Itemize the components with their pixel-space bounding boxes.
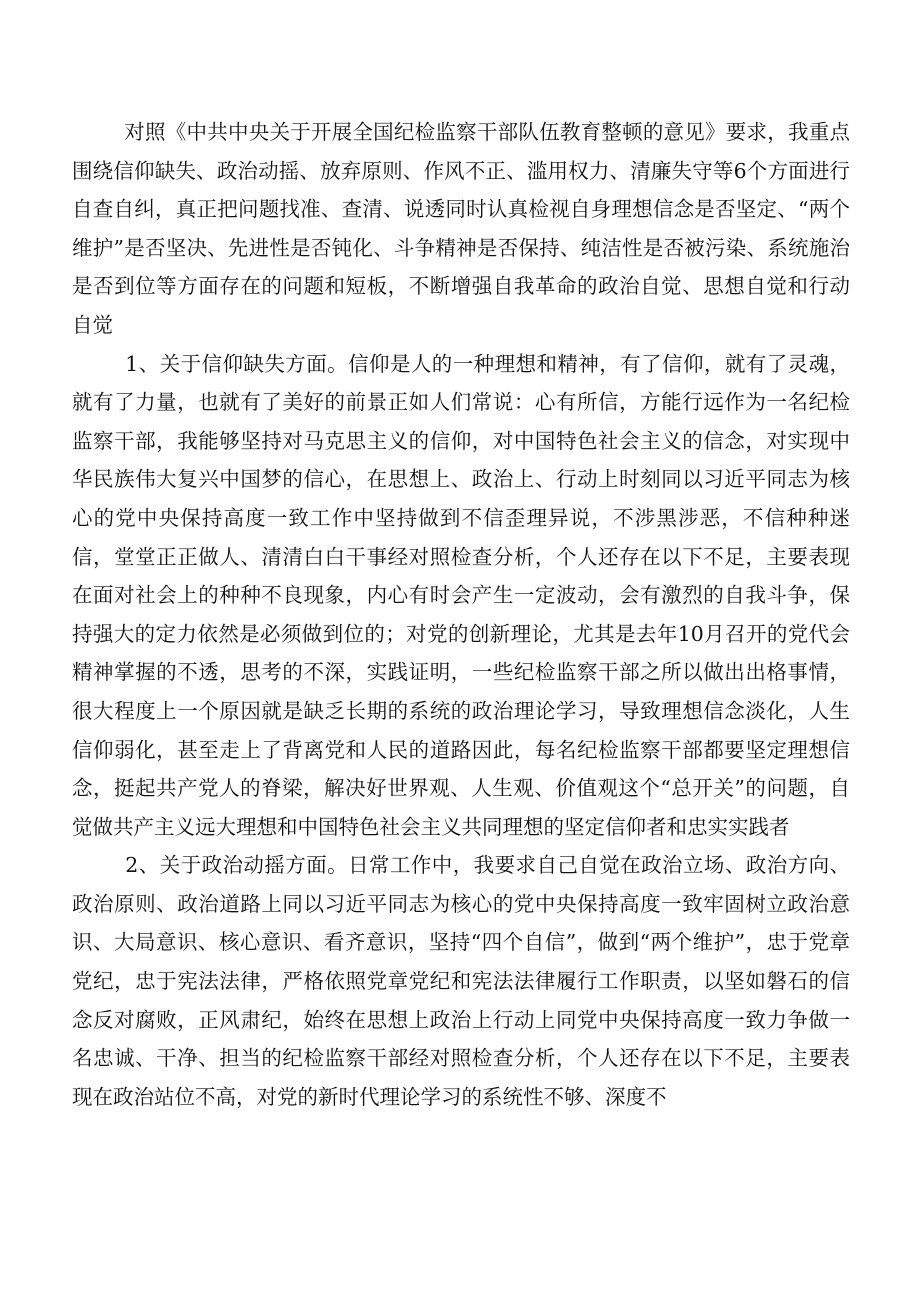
paragraph-political: 2、关于政治动摇方面。日常工作中，我要求自己自觉在政治立场、政治方向、政治原则、政治道路上同以习近平同志为核心的党中央保持高度一致牢固树立政治意识、大局意识、核心意识、看齐意识，坚持“四个自信”，做到“两个维护”，忠于党章党纪，忠于宪法法律，严格依照党章党纪和宪法法律履行工作职责，以坚如磐石的信念反对腐败，正风肃纪，始终在思想上政治上行动上同党中央保持高度一致力争做一名忠诚、干净、担当的纪检监察干部经对照检查分析，个人还存在以下不足，主要表现在政治站位不高，对党的新时代理论学习的系统性不够、深度不 (72, 853, 850, 1109)
paragraph-intro: 对照《中共中央关于开展全国纪检监察干部队伍教育整顿的意见》要求，我重点围绕信仰缺失、政治动摇、放弃原则、作风不正、滥用权力、清廉失守等6个方面进行自查自纠，真正把问题找准、查清、说透同时认真检视自身理想信念是否坚定、“两个维护”是否坚决、先进性是否钝化、斗争精神是否保持、纯洁性是否被污染、系统施治是否到位等方面存在的问题和短板，不断增强自我革命的政治自觉、思想自觉和行动自觉 (72, 120, 850, 337)
paragraph-faith: 1、关于信仰缺失方面。信仰是人的一种理想和精神，有了信仰，就有了灵魂，就有了力量，也就有了美好的前景正如人们常说：心有所信，方能行远作为一名纪检监察干部，我能够坚持对马克思主义的信仰，对中国特色社会主义的信念，对实现中华民族伟大复兴中国梦的信心，在思想上、政治上、行动上时刻同以习近平同志为核心的党中央保持高度一致工作中坚持做到不信歪理异说，不涉黑涉恶，不信种种迷信，堂堂正正做人、清清白白干事经对照检查分析，个人还存在以下不足，主要表现在面对社会上的种种不良现象，内心有时会产生一定波动，会有激烈的自我斗争，保持强大的定力依然是必须做到位的；对党的创新理论，尤其是去年10月召开的党代会精神掌握的不透，思考的不深，实践证明，一些纪检监察干部之所以做出出格事情，很大程度上一个原因就是缺乏长期的系统的政治理论学习，导致理想信念淡化，人生信仰弱化，甚至走上了背离党和人民的道路因此，每名纪检监察干部都要坚定理想信念，挺起共产党人的脊梁，解决好世界观、人生观、价值观这个“总开关”的问题，自觉做共产主义远大理想和中国特色社会主义共同理想的坚定信仰者和忠实实践者 (72, 351, 850, 839)
document-body (72, 113, 850, 1116)
